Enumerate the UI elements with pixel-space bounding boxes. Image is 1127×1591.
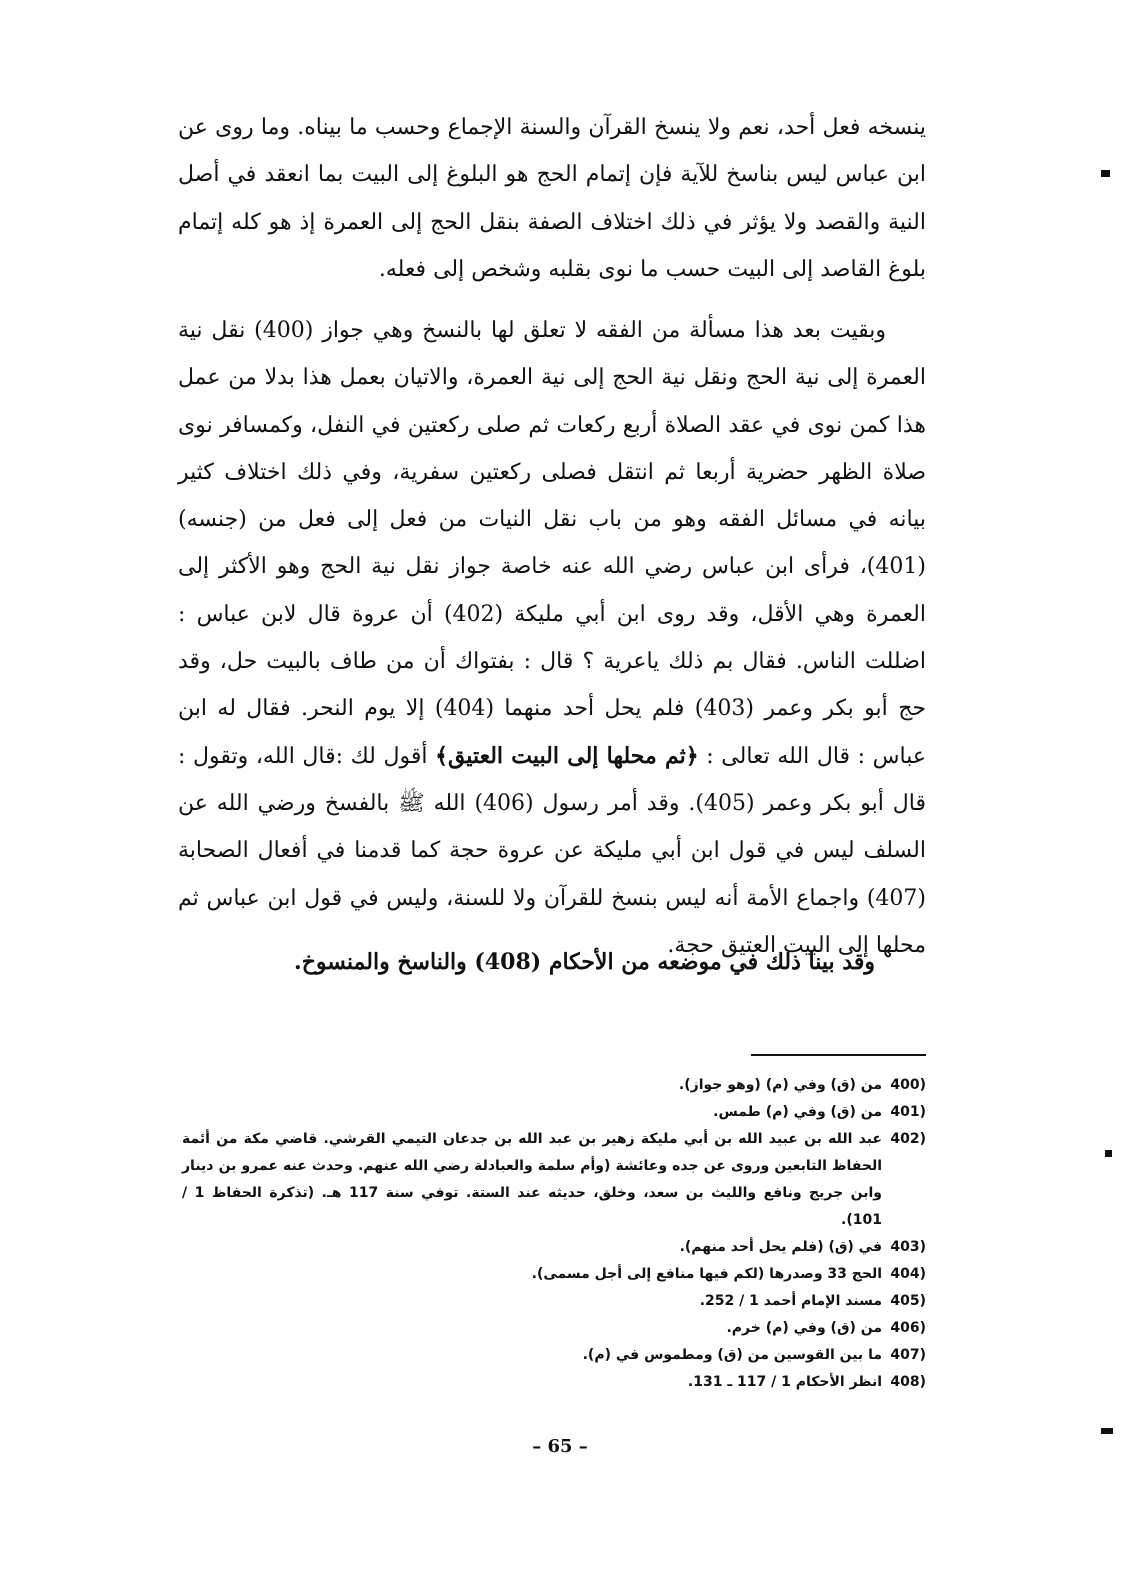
footnote-text: من (ق) وفي (م) خرم.	[726, 1320, 882, 1336]
body-paragraph-2-text-end: أقول لك :قال الله، وتقول : قال أبو بكر وعمر (405). وقد أمر رسول (406) الله ﷺ بالفسخ ورضي الله عن السلف ليس في قول ابن أبي مليكة عن عروة حجة كما قدمنا في أفعال الصحابة (407) واجماع الأمة أنه ليس بنسخ للقرآن ولا للسنة، وليس في قول ابن عباس ثم محلها إلى البيت العتيق حجة.	[178, 743, 927, 958]
footnote-405	[182, 1288, 926, 1315]
footnote-number: 404)	[890, 1266, 926, 1282]
footnote-text: عبد الله بن عبيد الله بن أبي مليكة زهير بن عبد الله بن جدعان التيمي القرشي. قاضي مكة من أئمة الحفاظ التابعين وروى عن جده وعائشة (وأم سلمة والعبادلة رضي الله عنهم. وحدث عنه عمرو بن دينار وابن جريج ونافع والليث بن سعد، وخلق، حديثه عند الستة. توفي سنة 117 هـ. (تذكرة الحفاظ 1 / 101).	[182, 1131, 882, 1228]
footnote-401	[182, 1099, 926, 1126]
footnote-number: 408)	[890, 1374, 926, 1390]
footnote-text: من (ق) وفي (م) (وهو جواز).	[678, 1077, 882, 1093]
footnote-number: 402)	[890, 1131, 926, 1147]
scan-edge-mark	[1101, 1428, 1113, 1434]
quran-verse: ﴿ثم محلها إلى البيت العتيق﴾	[435, 742, 699, 769]
footnote-separator	[751, 1054, 926, 1056]
footnote-402	[182, 1126, 926, 1234]
scan-edge-mark	[1101, 170, 1110, 177]
footnote-407	[182, 1342, 926, 1369]
body-paragraph-1	[178, 104, 926, 293]
footnotes	[182, 1072, 926, 1396]
closing-sentence: وقد بينا ذلك في موضعه من الأحكام (408) والناسخ والمنسوخ.	[294, 949, 875, 975]
footnote-text: من (ق) وفي (م) طمس.	[713, 1104, 882, 1120]
footnote-text: مسند الإمام أحمد 1 / 252.	[699, 1293, 882, 1309]
body-paragraph-1-text: ينسخه فعل أحد، نعم ولا ينسخ القرآن والسنة الإجماع وحسب ما بيناه. وما روى عن ابن عباس ليس بناسخ للآية فإن إتمام الحج هو البلوغ إلى البيت بما انعقد في أصل النية والقصد ولا يؤثر في ذلك اختلاف الصفة بنقل الحج إلى العمرة إذ هو كله إتمام بلوغ القاصد إلى البيت حسب ما نوى بقلبه وشخص إلى فعله.	[178, 115, 926, 282]
footnote-403	[182, 1234, 926, 1261]
footnote-406	[182, 1315, 926, 1342]
footnote-number: 401)	[890, 1104, 926, 1120]
footnote-text: انظر الأحكام 1 / 117 ـ 131.	[687, 1374, 882, 1390]
footnote-number: 400)	[890, 1077, 926, 1093]
footnote-text: في (ق) (فلم يحل أحد منهم).	[679, 1239, 882, 1255]
footnote-text: ما بين القوسين من (ق) ومطموس في (م).	[582, 1347, 882, 1363]
page-number: – 65 –	[532, 1436, 588, 1457]
footnote-text: الحج 33 وصدرها (لكم فيها منافع إلى أجل مسمى).	[531, 1266, 882, 1282]
footnote-400	[182, 1072, 926, 1099]
body-paragraph-2-text-start: وبقيت بعد هذا مسألة من الفقه لا تعلق لها بالنسخ وهي جواز (400) نقل نية العمرة إلى نية الحج ونقل نية الحج إلى نية العمرة، والاتيان بعمل هذا بدلا من عمل هذا كمن نوى في عقد الصلاة أربع ركعات ثم صلى ركعتين في النفل، وكمسافر نوى صلاة الظهر حضرية أربعا ثم انتقل فصلى ركعتين سفرية، وفي ذلك اختلاف كثير بيانه في مسائل الفقه وهو من باب نقل النيات من فعل إلى فعل من (جنسه) (401)، فرأى ابن عباس رضي الله عنه خاصة جواز نقل نية الحج وهو الأكثر إلى العمرة وهي الأقل، وقد روى ابن أبي مليكة (402) أن عروة قال لابن عباس : اضللت الناس. فقال بم ذلك ياعرية ؟ قال : بفتواك أن من طاف بالبيت حل، وقد حج أبو بكر وعمر (403) فلم يحل أحد منهما (404) إلا يوم النحر. فقال له ابن عباس : قال الله تعالى :	[178, 318, 926, 769]
scan-edge-mark	[1105, 1150, 1112, 1157]
body-paragraph-2	[178, 307, 926, 969]
footnote-408	[182, 1369, 926, 1396]
footnote-number: 407)	[890, 1347, 926, 1363]
footnote-number: 406)	[890, 1320, 926, 1336]
footnote-404	[182, 1261, 926, 1288]
footnote-number: 405)	[890, 1293, 926, 1309]
footnote-number: 403)	[890, 1239, 926, 1255]
